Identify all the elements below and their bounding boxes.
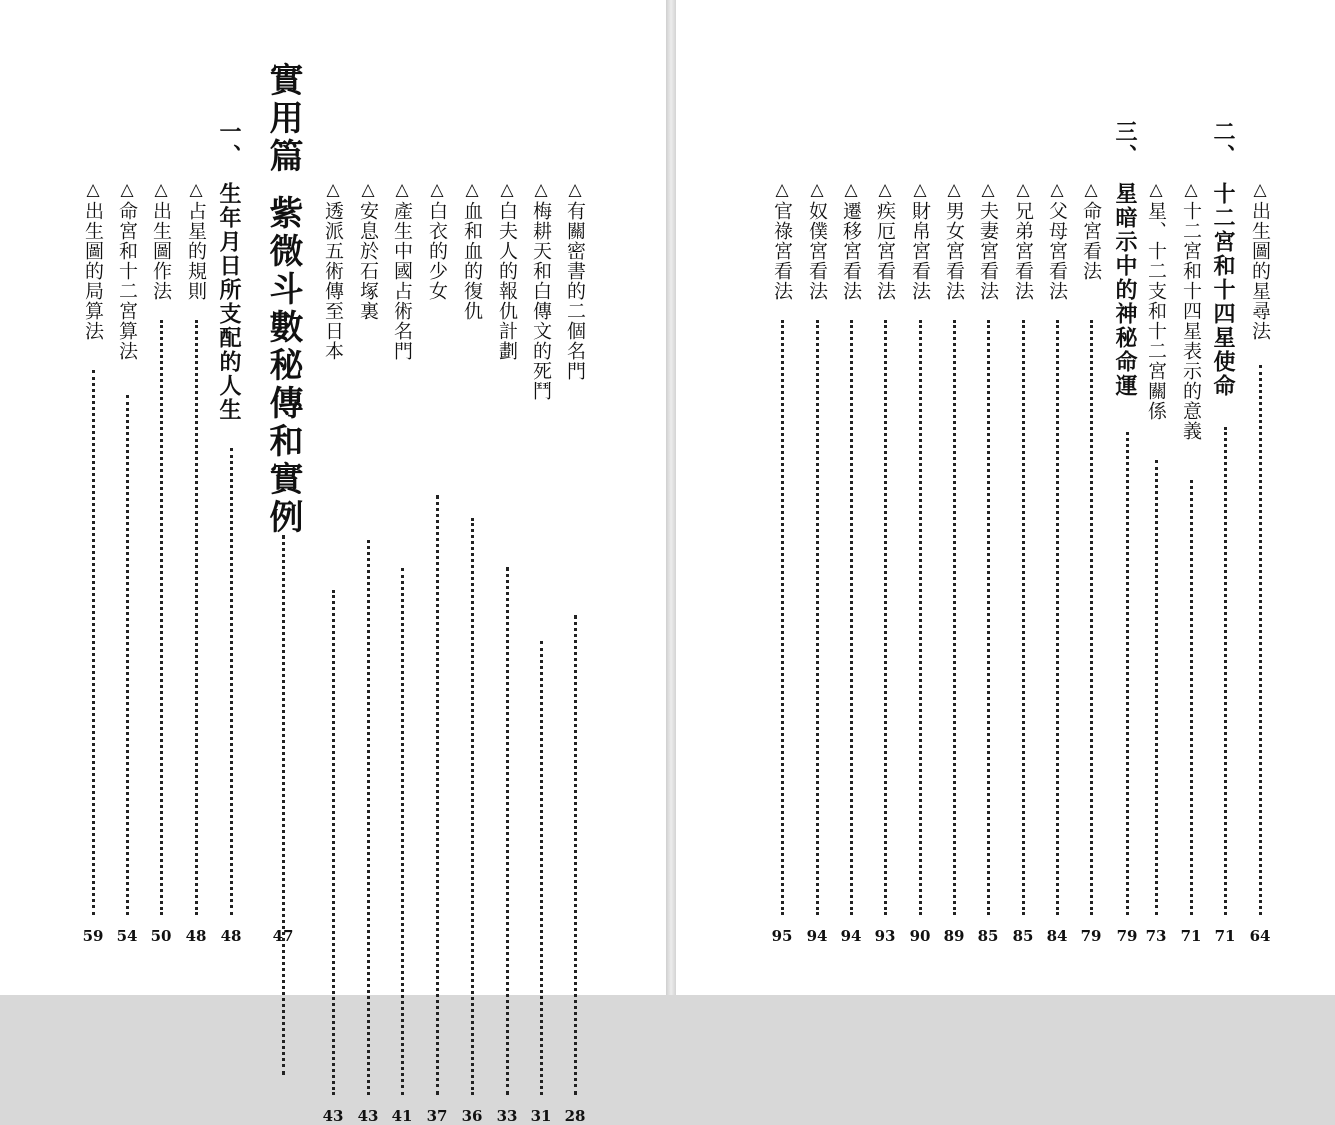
triangle-marker-icon: △ xyxy=(531,180,551,201)
leader-dots xyxy=(884,320,887,915)
toc-entry xyxy=(804,180,830,945)
leader-dots xyxy=(160,320,163,915)
toc-entry xyxy=(114,180,140,945)
triangle-marker-icon: △ xyxy=(565,180,585,201)
entry-text: 十二宮和十四星表示的意義 xyxy=(1180,201,1202,441)
entry-text: 出生圖的局算法 xyxy=(82,201,104,341)
leader-dots xyxy=(436,495,439,1095)
toc-entry xyxy=(148,180,174,945)
page-number: 36 xyxy=(461,1107,483,1125)
subchapter-text: 生年月日所支配的人生 xyxy=(216,182,242,422)
triangle-marker-icon: △ xyxy=(1181,180,1201,201)
triangle-marker-icon: △ xyxy=(83,180,103,201)
page-number: 41 xyxy=(391,1107,413,1125)
leader-dots xyxy=(367,540,370,1095)
chapter-number: 三、 xyxy=(1112,120,1138,168)
leader-dots xyxy=(540,641,543,1095)
entry-text: 兄弟宮看法 xyxy=(1012,201,1034,301)
triangle-marker-icon: △ xyxy=(462,180,482,201)
toc-entry xyxy=(1247,180,1273,945)
leader-dots xyxy=(1022,320,1025,915)
entry-text: 奴僕宮看法 xyxy=(806,201,828,301)
page-number: 95 xyxy=(771,927,793,945)
page-number: 73 xyxy=(1145,927,1167,945)
page-number: 59 xyxy=(82,927,104,945)
triangle-marker-icon: △ xyxy=(392,180,412,201)
leader-dots xyxy=(987,320,990,915)
toc-entry xyxy=(1010,180,1036,945)
leader-dots xyxy=(332,590,335,1095)
chapter-title: 十二宮和十四星使命 xyxy=(1210,182,1240,398)
triangle-marker-icon: △ xyxy=(875,180,895,201)
chapter-title: 紫微斗數秘傳和實例 xyxy=(263,195,303,537)
chapter-number: 一、 xyxy=(216,120,242,168)
page-number: 48 xyxy=(220,927,242,945)
triangle-marker-icon: △ xyxy=(358,180,378,201)
triangle-marker-icon: △ xyxy=(841,180,861,201)
leader-dots xyxy=(1259,365,1262,915)
page-number: 37 xyxy=(426,1107,448,1125)
toc-entry xyxy=(1143,180,1169,945)
toc-entry xyxy=(494,180,520,1125)
entry-text: 白衣的少女 xyxy=(426,201,448,301)
toc-entry xyxy=(1044,180,1070,945)
entry-text: 財帛宮看法 xyxy=(909,201,931,301)
entry-text: 白夫人的報仇計劃 xyxy=(496,201,518,361)
toc-entry xyxy=(907,180,933,945)
leader-dots xyxy=(195,320,198,915)
toc-entry xyxy=(528,180,554,1125)
triangle-marker-icon: △ xyxy=(186,180,206,201)
leader-dots xyxy=(816,320,819,915)
toc-entry xyxy=(80,180,106,945)
triangle-marker-icon: △ xyxy=(1250,180,1270,201)
entry-text: 透派五術傳至日本 xyxy=(322,201,344,361)
leader-dots xyxy=(92,370,95,915)
toc-entry xyxy=(838,180,864,945)
page-number: 89 xyxy=(943,927,965,945)
triangle-marker-icon: △ xyxy=(772,180,792,201)
page-number: 79 xyxy=(1080,927,1102,945)
entry-text: 占星的規則 xyxy=(185,201,207,301)
page-number: 94 xyxy=(806,927,828,945)
chapter-number: 二、 xyxy=(1210,120,1236,168)
chapter-title: 星暗示中的神秘命運 xyxy=(1112,182,1142,398)
triangle-marker-icon: △ xyxy=(978,180,998,201)
leader-dots xyxy=(919,320,922,915)
page-number: 79 xyxy=(1116,927,1138,945)
entry-text: 命宮看法 xyxy=(1080,201,1102,281)
book-gutter xyxy=(666,0,676,995)
entry-text: 遷移宮看法 xyxy=(840,201,862,301)
entry-text: 安息於石塚裏 xyxy=(357,201,379,321)
leader-dots xyxy=(126,395,129,915)
page-number: 43 xyxy=(357,1107,379,1125)
entry-text: 梅耕天和白傳文的死鬥 xyxy=(530,201,552,401)
triangle-marker-icon: △ xyxy=(1013,180,1033,201)
entry-text: 官祿宮看法 xyxy=(771,201,793,301)
page-number: 43 xyxy=(322,1107,344,1125)
leader-dots xyxy=(1056,320,1059,915)
entry-text: 男女宮看法 xyxy=(943,201,965,301)
entry-text: 產生中國占術名門 xyxy=(391,201,413,361)
left-page xyxy=(0,0,666,1125)
leader-dots xyxy=(1155,460,1158,915)
toc-entry xyxy=(1178,180,1204,945)
triangle-marker-icon: △ xyxy=(807,180,827,201)
page-number: 90 xyxy=(909,927,931,945)
entry-text: 出生圖作法 xyxy=(150,201,172,301)
toc-entry xyxy=(562,180,588,1125)
entry-text: 父母宮看法 xyxy=(1046,201,1068,301)
toc-entry xyxy=(424,180,450,1125)
leader-dots xyxy=(401,568,404,1095)
page-number: 93 xyxy=(874,927,896,945)
page-number: 94 xyxy=(840,927,862,945)
entry-text: 星、十二支和十二宮關係 xyxy=(1145,201,1167,421)
page-number: 28 xyxy=(564,1107,586,1125)
page-number: 47 xyxy=(272,927,294,945)
triangle-marker-icon: △ xyxy=(1047,180,1067,201)
triangle-marker-icon: △ xyxy=(323,180,343,201)
triangle-marker-icon: △ xyxy=(910,180,930,201)
leader-dots xyxy=(1190,480,1193,915)
triangle-marker-icon: △ xyxy=(151,180,171,201)
page-number: 85 xyxy=(1012,927,1034,945)
page-number: 71 xyxy=(1180,927,1202,945)
toc-entry xyxy=(975,180,1001,945)
entry-text: 命宮和十二宮算法 xyxy=(116,201,138,361)
section-title: 實用篇 xyxy=(263,62,303,176)
entry-text: 出生圖的星尋法 xyxy=(1249,201,1271,341)
toc-entry xyxy=(459,180,485,1125)
toc-entry xyxy=(389,180,415,1125)
leader-dots xyxy=(1090,320,1093,915)
leader-dots xyxy=(574,615,577,1095)
toc-entry xyxy=(769,180,795,945)
entry-text: 夫妻宮看法 xyxy=(977,201,999,301)
triangle-marker-icon: △ xyxy=(1081,180,1101,201)
leader-dots xyxy=(781,320,784,915)
page-number: 71 xyxy=(1214,927,1236,945)
page-number: 50 xyxy=(150,927,172,945)
triangle-marker-icon: △ xyxy=(427,180,447,201)
page-number: 33 xyxy=(496,1107,518,1125)
page-number: 85 xyxy=(977,927,999,945)
toc-entry xyxy=(941,180,967,945)
triangle-marker-icon: △ xyxy=(1146,180,1166,201)
leader-dots xyxy=(953,320,956,915)
right-page xyxy=(676,0,1335,995)
toc-entry xyxy=(320,180,346,1125)
page-number: 48 xyxy=(185,927,207,945)
entry-text: 疾厄宮看法 xyxy=(874,201,896,301)
toc-entry xyxy=(355,180,381,1125)
entry-text: 血和血的復仇 xyxy=(461,201,483,321)
entry-text: 有關密書的二個名門 xyxy=(564,201,586,381)
leader-dots xyxy=(471,518,474,1095)
page-number: 31 xyxy=(530,1107,552,1125)
page-number: 64 xyxy=(1249,927,1271,945)
triangle-marker-icon: △ xyxy=(944,180,964,201)
leader-dots xyxy=(850,320,853,915)
toc-entry xyxy=(1078,180,1104,945)
toc-entry xyxy=(872,180,898,945)
leader-dots xyxy=(506,567,509,1095)
page-number: 54 xyxy=(116,927,138,945)
triangle-marker-icon: △ xyxy=(497,180,517,201)
page-number: 84 xyxy=(1046,927,1068,945)
triangle-marker-icon: △ xyxy=(117,180,137,201)
toc-entry xyxy=(183,180,209,945)
